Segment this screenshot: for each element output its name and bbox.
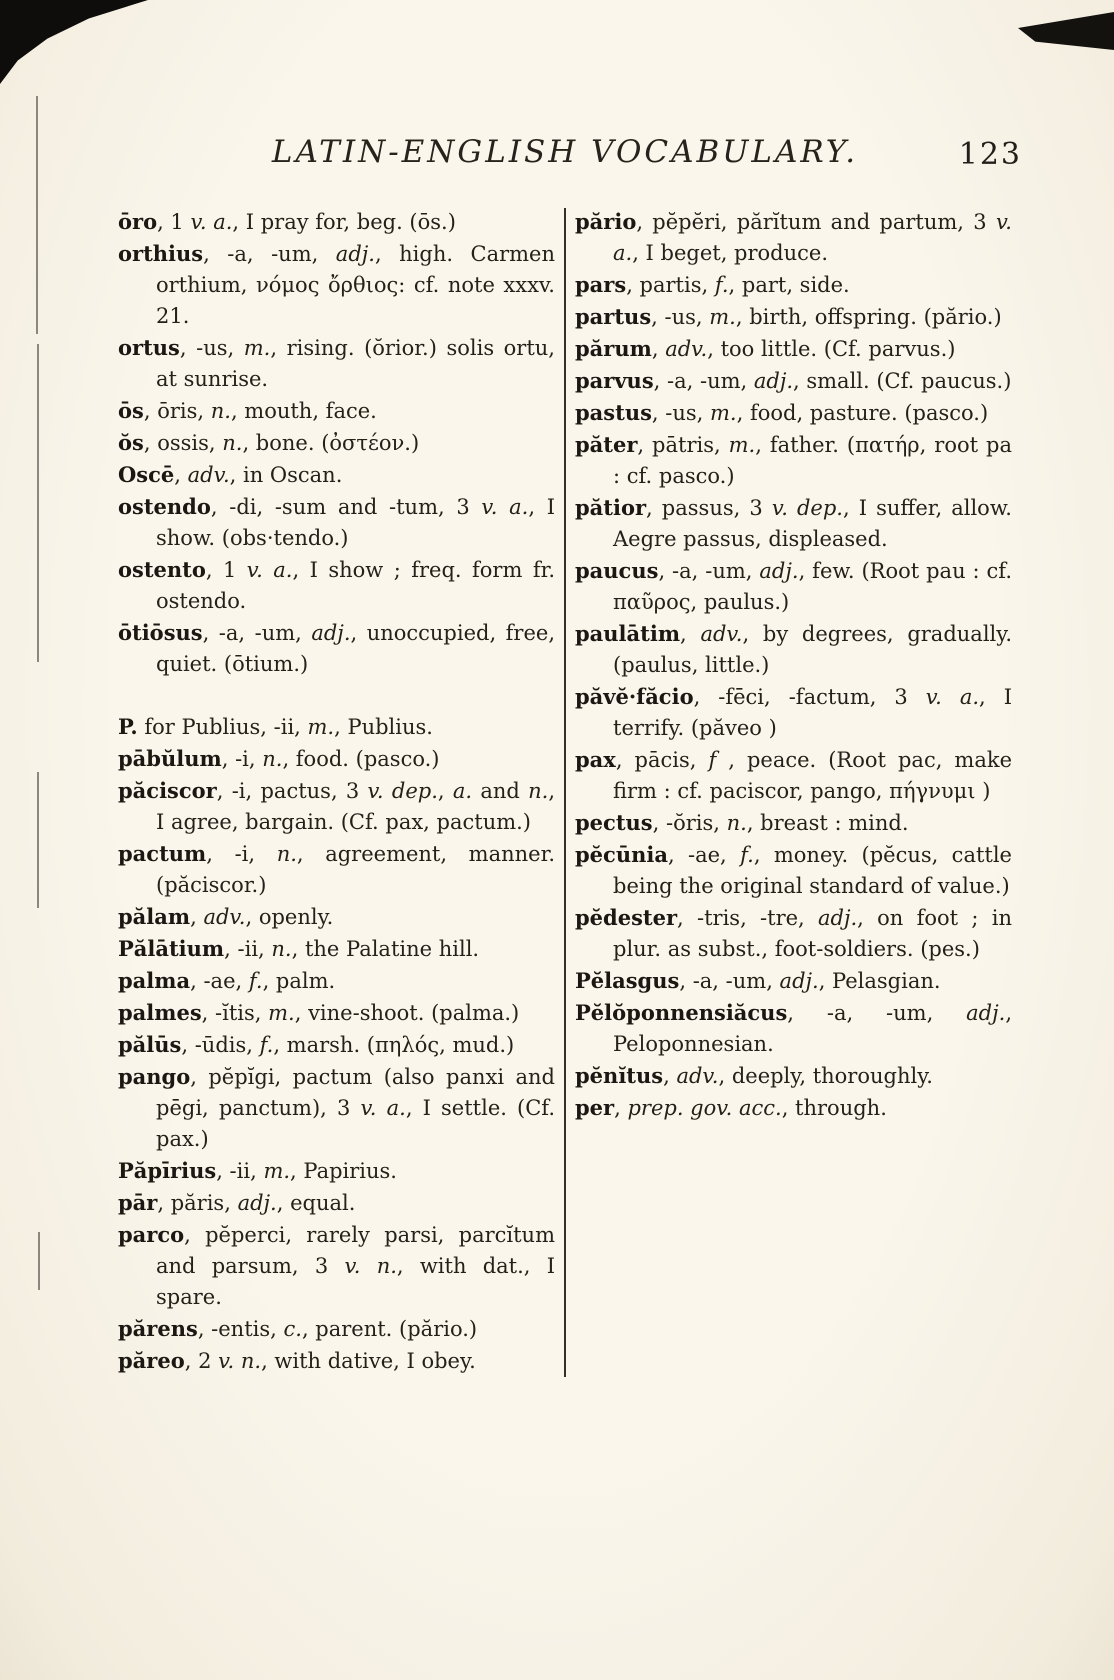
- dictionary-entry: partus, -us, m., birth, offspring. (părio.): [575, 304, 1002, 329]
- dictionary-entry: păvĕ·făcio, -fēci, -factum, 3 v. a., I terrify. (păveo ): [575, 684, 1013, 740]
- dictionary-entry: păreo, 2 v. n., with dative, I obey.: [118, 1348, 476, 1373]
- dictionary-entry: Pĕlŏponnensiăcus, -a, -um, adj., Peloponnesian.: [575, 1000, 1012, 1056]
- dictionary-entry: pābŭlum, -i, n., food. (pasco.): [118, 746, 440, 771]
- dictionary-entry: palma, -ae, f., palm.: [118, 968, 336, 993]
- dictionary-entry: ōtiōsus, -a, -um, adj., unoccupied, free, quiet. (ōtium.): [118, 620, 555, 676]
- dictionary-entry: ostendo, -di, -sum and -tum, 3 v. a., I show. (obs·tendo.): [118, 494, 556, 550]
- dictionary-entry: pactum, -i, n., agreement, manner. (păciscor.): [118, 841, 556, 897]
- dictionary-entry: părum, adv., too little. (Cf. parvus.): [575, 336, 956, 361]
- dictionary-entry: pax, pācis, f , peace. (Root pac, make firm : cf. paciscor, pango, πήγνυμι ): [575, 747, 1012, 803]
- dictionary-entry: pătior, passus, 3 v. dep., I suffer, allow. Aegre passus, displeased.: [575, 495, 1012, 551]
- dictionary-entry: pectus, -ŏris, n., breast : mind.: [575, 810, 909, 835]
- page-edge-line: [36, 96, 38, 334]
- scan-corner-mark-top-left: [0, 0, 148, 84]
- dictionary-entry: pĕnĭtus, adv., deeply, thoroughly.: [575, 1063, 933, 1088]
- vocabulary-columns: [118, 206, 1012, 1377]
- dictionary-entry: părens, -entis, c., parent. (părio.): [118, 1316, 478, 1341]
- right-column: [575, 206, 1012, 1377]
- dictionary-entry: pălam, adv., openly.: [118, 904, 334, 929]
- dictionary-entry: pălūs, -ūdis, f., marsh. (πηλός, mud.): [118, 1032, 515, 1057]
- dictionary-entry: palmes, -ĭtis, m., vine-shoot. (palma.): [118, 1000, 520, 1025]
- dictionary-entry: P. for Publius, -ii, m., Publius.: [118, 714, 433, 739]
- dictionary-entry: Păpīrius, -ii, m., Papirius.: [118, 1158, 397, 1183]
- dictionary-entry: parco, pĕperci, rarely parsi, parcĭtum and parsum, 3 v. n., with dat., I spare.: [118, 1222, 555, 1309]
- dictionary-entry: pango, pĕpĭgi, pactum (also panxi and pēgi, panctum), 3 v. a., I settle. (Cf. pax.): [118, 1064, 556, 1151]
- dictionary-entry: păter, pātris, m., father. (πατήρ, root pa : cf. pasco.): [575, 432, 1012, 488]
- page-number: 123: [958, 137, 1022, 172]
- dictionary-entry: ōro, 1 v. a., I pray for, beg. (ōs.): [118, 209, 456, 234]
- page-edge-line: [37, 772, 39, 908]
- dictionary-entry: păciscor, -i, pactus, 3 v. dep., a. and n., I agree, bargain. (Cf. pax, pactum.): [118, 778, 555, 834]
- dictionary-entry: pĕdester, -tris, -tre, adj., on foot ; in plur. as subst., foot-soldiers. (pes.): [575, 905, 1012, 961]
- dictionary-entry: ŏs, ossis, n., bone. (ὀστέον.): [118, 430, 420, 455]
- dictionary-entry: paulātim, adv., by degrees, gradually. (paulus, little.): [575, 621, 1012, 677]
- dictionary-entry: ōs, ōris, n., mouth, face.: [118, 398, 377, 423]
- scan-edge-mark-top-right: [1018, 12, 1114, 50]
- left-column: [118, 206, 555, 1377]
- dictionary-entry: Oscē, adv., in Oscan.: [118, 462, 343, 487]
- page-edge-line: [38, 1232, 40, 1290]
- dictionary-entry: Pălātium, -ii, n., the Palatine hill.: [118, 936, 480, 961]
- page-edge-line: [37, 344, 39, 662]
- dictionary-entry: pars, partis, f., part, side.: [575, 272, 850, 297]
- dictionary-entry: orthius, -a, -um, adj., high. Carmen orthium, νόμος ὄρθιος: cf. note xxxv. 21.: [118, 241, 556, 328]
- dictionary-entry: ostento, 1 v. a., I show ; freq. form fr. ostendo.: [118, 557, 555, 613]
- dictionary-entry: per, prep. gov. acc., through.: [575, 1095, 887, 1120]
- dictionary-entry: pastus, -us, m., food, pasture. (pasco.): [575, 400, 989, 425]
- page-title: LATIN-ENGLISH VOCABULARY.: [271, 134, 859, 170]
- dictionary-entry: paucus, -a, -um, adj., few. (Root pau : cf. παῦρος, paulus.): [575, 558, 1012, 614]
- page-header: [118, 134, 1022, 180]
- dictionary-entry: pār, păris, adj., equal.: [118, 1190, 356, 1215]
- dictionary-entry: ortus, -us, m., rising. (ŏrior.) solis ortu, at sunrise.: [118, 335, 555, 391]
- dictionary-entry: Pĕlasgus, -a, -um, adj., Pelasgian.: [575, 968, 941, 993]
- column-divider-rule: [564, 208, 566, 1377]
- dictionary-entry: părio, pĕpĕri, părĭtum and partum, 3 v. a., I beget, produce.: [575, 209, 1012, 265]
- dictionary-entry: pĕcūnia, -ae, f., money. (pĕcus, cattle being the original standard of value.): [575, 842, 1012, 898]
- dictionary-entry: parvus, -a, -um, adj., small. (Cf. paucus.): [575, 368, 1012, 393]
